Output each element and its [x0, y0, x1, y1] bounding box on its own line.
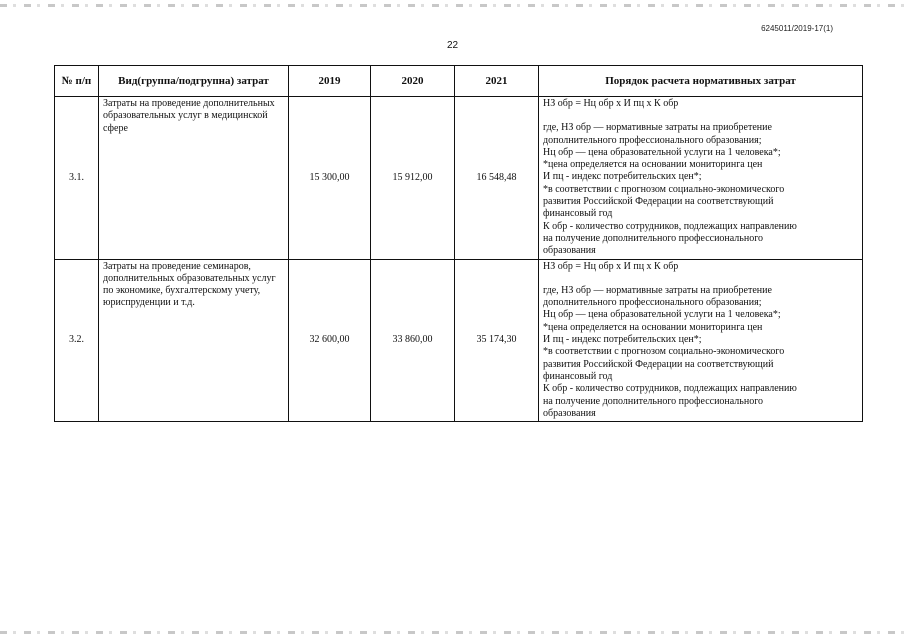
description-line: финансовый год [543, 370, 613, 382]
col-header-calculation: Порядок расчета нормативных затрат [539, 66, 863, 97]
value-2019: 15 300,00 [289, 97, 371, 260]
col-header-2020: 2020 [371, 66, 455, 97]
value-2020: 33 860,00 [371, 259, 455, 422]
row-number: 3.1. [55, 97, 99, 260]
col-header-number: № п/п [55, 66, 99, 97]
value-2020: 15 912,00 [371, 97, 455, 260]
description-line: на получение дополнительного профессионального [543, 232, 764, 244]
col-header-cost-type: Вид(группа/подгрупна) затрат [99, 66, 289, 97]
description-line: *в соответствии с прогнозом социально-экономического [543, 346, 785, 358]
description-line: дополнительного профессионального образования; [543, 134, 762, 146]
description-line: дополнительного профессионального образования; [543, 297, 762, 309]
calculation-cell [539, 97, 863, 260]
formula-line: НЗ обр = Нц обр х И пц х К обр [543, 260, 679, 272]
description-line: на получение дополнительного профессионального [543, 395, 764, 407]
description-line: развития Российской Федерации на соответствующий [543, 196, 774, 208]
document-id: 6245011/2019-17(1) [761, 24, 833, 33]
description-line: *цена определяется на основании мониторинга цен [543, 159, 763, 171]
table-row [55, 97, 863, 260]
calculation-cell [539, 259, 863, 422]
description-line: развития Российской Федерации на соответствующий [543, 358, 774, 370]
row-number: 3.2. [55, 259, 99, 422]
value-2021: 35 174,30 [455, 259, 539, 422]
description-line: где, НЗ обр — нормативные затраты на приобретение [543, 122, 772, 134]
page-number: 22 [446, 40, 459, 51]
col-header-2021: 2021 [455, 66, 539, 97]
scan-artifact-bottom [0, 631, 905, 634]
description-line: И пц - индекс потребительских цен*; [543, 334, 702, 346]
formula-line: НЗ обр = Нц обр х И пц х К обр [543, 98, 679, 109]
value-2021: 16 548,48 [455, 97, 539, 260]
description-line: К обр - количество сотрудников, подлежащих направлению [543, 220, 797, 232]
description-line: *в соответствии с прогнозом социально-экономического [543, 183, 785, 195]
table-header-row [55, 66, 863, 97]
col-header-2019: 2019 [289, 66, 371, 97]
table-row [55, 259, 863, 422]
cost-type: Затраты на проведение дополнительных образовательных услуг в медицинской сфере [99, 97, 289, 260]
norm-costs-table [54, 65, 863, 422]
description-line: Нц обр — цена образовательной услуги на 1 человека*; [543, 309, 781, 321]
description-line: образования [543, 245, 596, 257]
description-line: Нц обр — цена образовательной услуги на 1 человека*; [543, 146, 781, 158]
cost-type: Затраты на проведение семинаров, дополнительных образовательных услуг по экономике, бухгалтерскому учету, юриспруденции и т.д. [99, 259, 289, 422]
value-2019: 32 600,00 [289, 259, 371, 422]
description-line: финансовый год [543, 208, 613, 220]
description-line: где, НЗ обр — нормативные затраты на приобретение [543, 284, 772, 296]
description-line: *цена определяется на основании мониторинга цен [543, 321, 763, 333]
description-line: образования [543, 407, 596, 419]
description-line: К обр - количество сотрудников, подлежащих направлению [543, 383, 797, 395]
description-line: И пц - индекс потребительских цен*; [543, 171, 702, 183]
scan-artifact-top [0, 4, 905, 7]
